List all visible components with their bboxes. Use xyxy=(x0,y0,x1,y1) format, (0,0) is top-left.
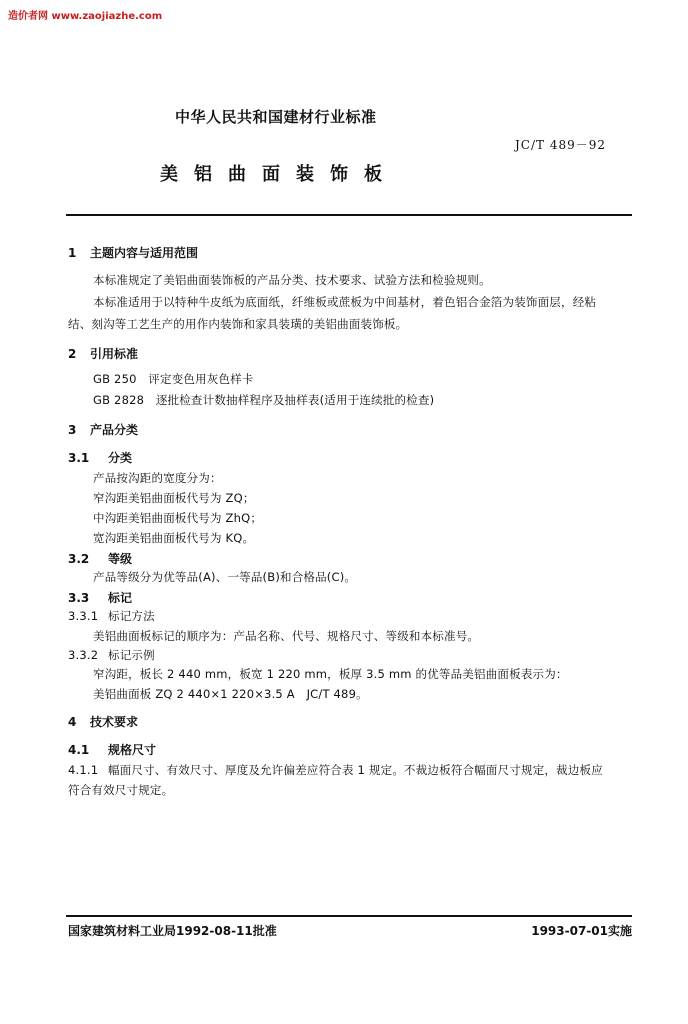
paragraph: 符合有效尺寸规定。 xyxy=(68,783,174,797)
section-title: 分类 xyxy=(108,451,133,465)
section-number: 4.1.1 xyxy=(68,763,99,777)
subsection-3-3-2-heading xyxy=(68,647,155,663)
section-title: 规格尺寸 xyxy=(108,743,157,757)
section-title: 等级 xyxy=(108,552,133,566)
section-title: 引用标准 xyxy=(90,347,139,361)
document-title: 美铝曲面装饰板 xyxy=(160,164,398,185)
section-title: 主题内容与适用范围 xyxy=(90,246,199,260)
footer-divider xyxy=(66,915,632,917)
section-number: 2 xyxy=(68,347,77,361)
section-title: 技术要求 xyxy=(90,715,139,729)
paragraph: 幅面尺寸、有效尺寸、厚度及允许偏差应符合表 1 规定。不裁边板符合幅面尺寸规定，裁边板应 xyxy=(108,763,603,777)
standard-code: JC/T 489－92 xyxy=(515,138,607,152)
section-number: 1 xyxy=(68,246,77,260)
site-watermark: 造价者网 www.zaojiazhe.com xyxy=(8,11,163,22)
section-number: 4 xyxy=(68,715,77,729)
section-2-heading xyxy=(68,345,138,362)
section-number: 3 xyxy=(68,423,77,437)
subsection-4-1-1-text xyxy=(68,762,603,778)
paragraph: 宽沟距美铝曲面板代号为 KQ。 xyxy=(93,531,255,545)
reference-item: GB 2828 逐批检查计数抽样程序及抽样表(适用于连续批的检查) xyxy=(93,393,435,407)
section-title: 标记 xyxy=(108,591,133,605)
subsection-3-3-1-heading xyxy=(68,608,155,624)
implementation-date: 1993-07-01实施 xyxy=(531,924,632,938)
paragraph: 本标准适用于以特种牛皮纸为底面纸，纤维板或蔗板为中间基材，着色铝合金箔为装饰面层，经粘 xyxy=(93,295,597,309)
paragraph: 美铝曲面板标记的顺序为：产品名称、代号、规格尺寸、等级和本标准号。 xyxy=(93,629,480,643)
section-number: 3.2 xyxy=(68,552,90,566)
section-3-heading xyxy=(68,421,138,438)
section-title: 标记方法 xyxy=(108,609,155,623)
standard-organization: 中华人民共和国建材行业标准 xyxy=(175,108,377,126)
reference-item: GB 250 评定变色用灰色样卡 xyxy=(93,372,254,386)
section-number: 3.3 xyxy=(68,591,90,605)
paragraph: 中沟距美铝曲面板代号为 ZhQ； xyxy=(93,511,263,525)
paragraph: 结、刻沟等工艺生产的用作内装饰和家具装璜的美铝曲面装饰板。 xyxy=(68,317,408,331)
subsection-4-1-heading xyxy=(68,741,156,758)
header-divider xyxy=(66,214,632,216)
section-number: 3.1 xyxy=(68,451,90,465)
paragraph: 窄沟距美铝曲面板代号为 ZQ； xyxy=(93,491,255,505)
subsection-3-3-heading xyxy=(68,589,132,606)
section-number: 3.3.1 xyxy=(68,609,99,623)
paragraph: 本标准规定了美铝曲面装饰板的产品分类、技术要求、试验方法和检验规则。 xyxy=(93,273,491,287)
paragraph: 美铝曲面板 ZQ 2 440×1 220×3.5 A JC/T 489。 xyxy=(93,687,368,701)
section-number: 4.1 xyxy=(68,743,90,757)
subsection-3-1-heading xyxy=(68,449,132,466)
section-1-heading xyxy=(68,244,198,261)
paragraph: 产品等级分为优等品(A)、一等品(B)和合格品(C)。 xyxy=(93,570,357,584)
paragraph: 产品按沟距的宽度分为： xyxy=(93,471,222,485)
section-title: 产品分类 xyxy=(90,423,139,437)
subsection-3-2-heading xyxy=(68,550,132,567)
paragraph: 窄沟距，板长 2 440 mm，板宽 1 220 mm，板厚 3.5 mm 的优等品美铝曲面板表示为： xyxy=(93,667,568,681)
section-title: 标记示例 xyxy=(108,648,155,662)
approval-date: 国家建筑材料工业局1992-08-11批准 xyxy=(68,924,277,938)
section-4-heading xyxy=(68,713,138,730)
section-number: 3.3.2 xyxy=(68,648,99,662)
